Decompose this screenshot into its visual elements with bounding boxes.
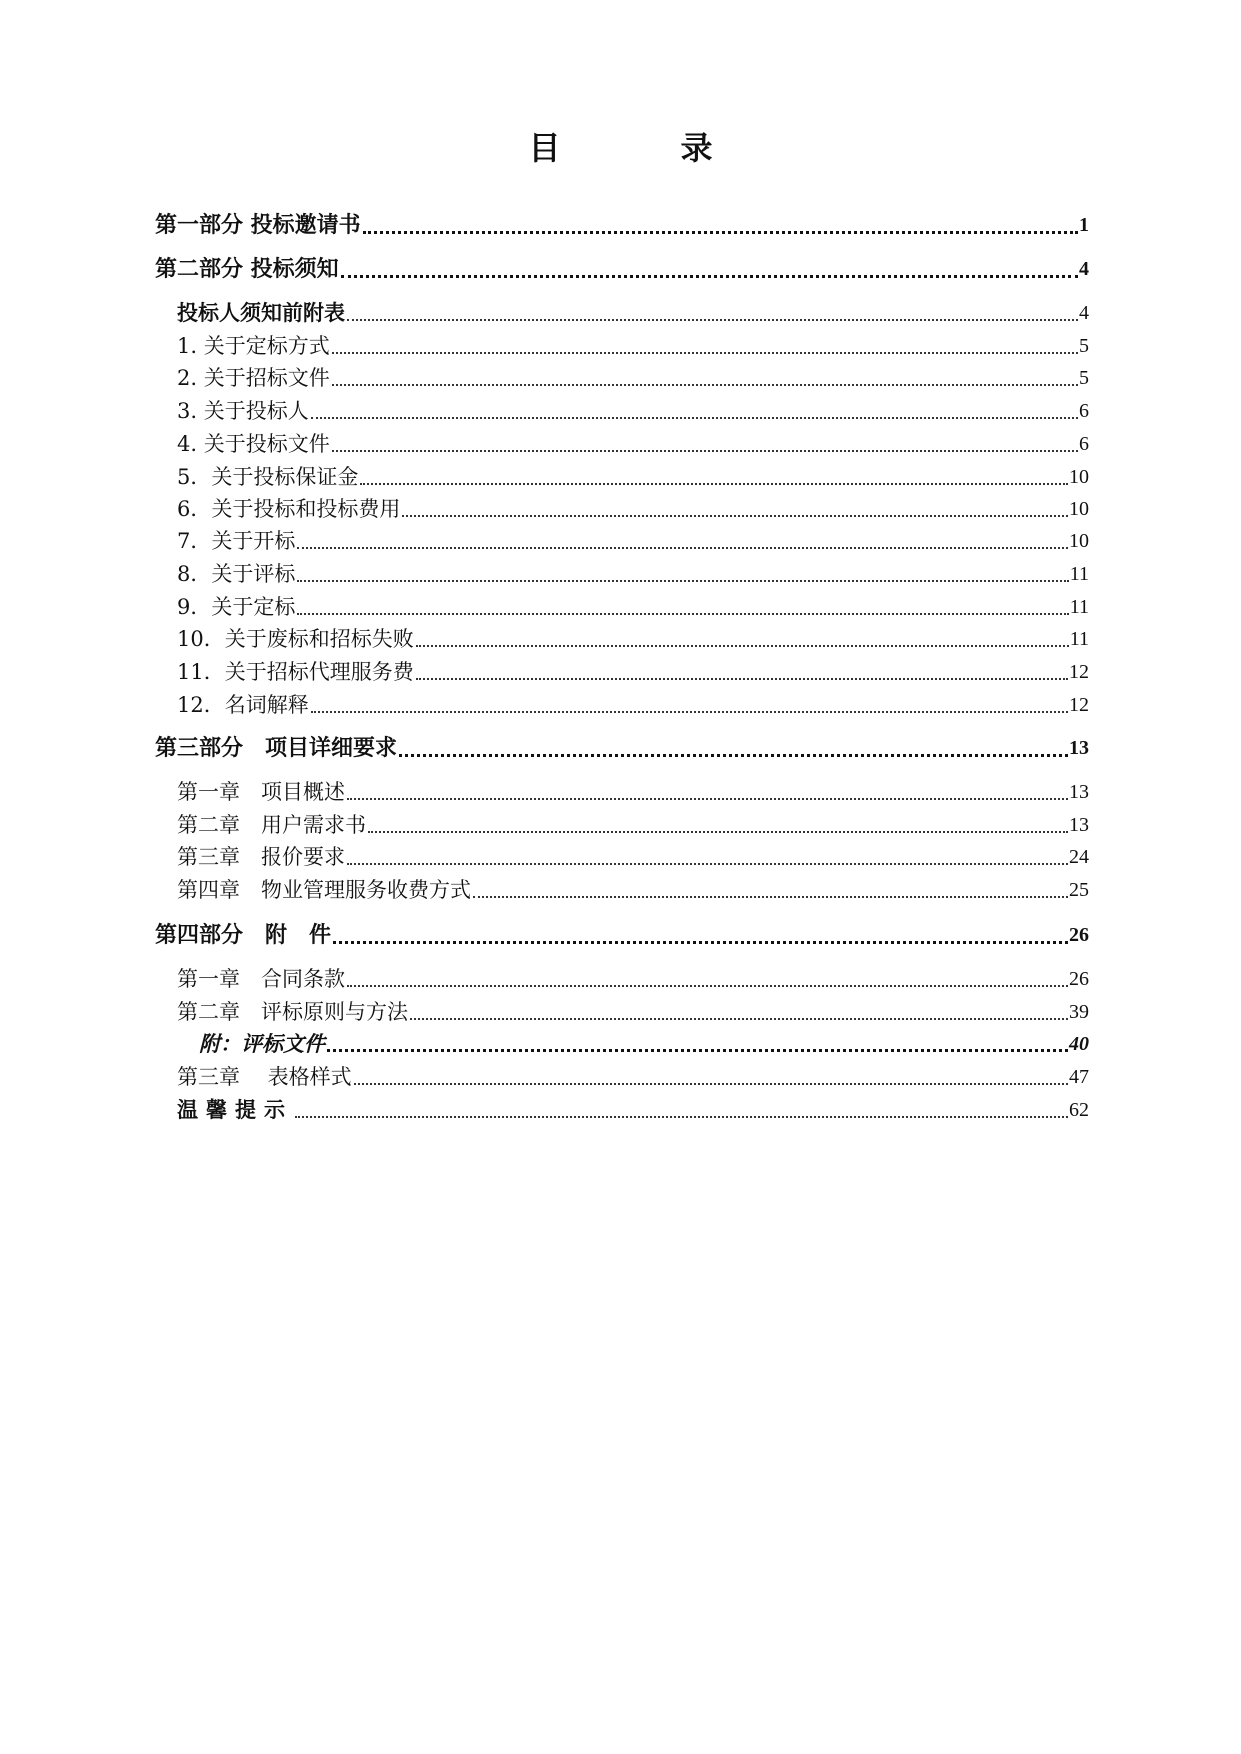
toc-entry-label: 2. 关于招标文件	[177, 366, 330, 390]
toc-entry-bidder-appendix[interactable]	[177, 298, 1089, 328]
dot-leader	[410, 1018, 1068, 1020]
toc-entry-part-1[interactable]	[155, 210, 1089, 240]
dot-leader	[416, 678, 1068, 680]
dot-leader	[311, 417, 1078, 419]
toc-entry-page: 11	[1069, 596, 1089, 618]
toc-entry-label: 3. 关于投标人	[177, 399, 309, 423]
toc-entry-page: 12	[1069, 661, 1089, 683]
toc-entry-label: 温馨提示	[177, 1097, 293, 1122]
toc-entry-label: 10．关于废标和招标失败	[177, 627, 414, 651]
toc-entry-page: 6	[1079, 433, 1089, 455]
toc-entry-label: 第四章 物业管理服务收费方式	[177, 878, 471, 902]
toc-entry-page: 25	[1069, 879, 1089, 901]
toc-entry-label: 5．关于投标保证金	[177, 465, 359, 489]
toc-entry-page: 5	[1079, 335, 1089, 357]
toc-entry-page: 40	[1069, 1033, 1089, 1055]
toc-entry-page: 5	[1079, 367, 1089, 389]
toc-entry-section-5[interactable]	[177, 462, 1089, 492]
toc-entry-page: 1	[1079, 214, 1089, 236]
toc-entry-section-1[interactable]	[177, 331, 1089, 361]
dot-leader	[363, 231, 1078, 234]
toc-entry-page: 62	[1069, 1099, 1089, 1121]
dot-leader	[327, 1049, 1068, 1052]
toc-entry-label: 第二章 用户需求书	[177, 813, 366, 837]
dot-leader	[399, 754, 1068, 757]
dot-leader	[347, 863, 1068, 865]
toc-entry-label: 12．名词解释	[177, 693, 309, 717]
toc-entry-section-12[interactable]	[177, 690, 1089, 720]
toc-entry-section-11[interactable]	[177, 657, 1089, 687]
toc-entry-label: 第三章 报价要求	[177, 845, 345, 869]
dot-leader	[332, 450, 1078, 452]
toc-entry-part-4-chapter-2[interactable]	[177, 997, 1089, 1027]
toc-entry-evaluation-document[interactable]	[199, 1029, 1089, 1059]
toc-entry-label: 9．关于定标	[177, 595, 296, 619]
toc-entry-page: 13	[1069, 781, 1089, 803]
dot-leader	[368, 831, 1068, 833]
toc-entry-part-3-chapter-3[interactable]	[177, 842, 1089, 872]
toc-entry-label: 投标人须知前附表	[177, 300, 345, 325]
dot-leader	[297, 547, 1068, 549]
toc-entry-page: 6	[1079, 400, 1089, 422]
toc-entry-section-3[interactable]	[177, 396, 1089, 426]
toc-entry-page: 11	[1069, 563, 1089, 585]
dot-leader	[347, 798, 1068, 800]
toc-entry-page: 12	[1069, 694, 1089, 716]
toc-entry-part-4-chapter-1[interactable]	[177, 964, 1089, 994]
toc-entry-part-4[interactable]	[155, 920, 1089, 950]
toc-entry-part-3-chapter-4[interactable]	[177, 875, 1089, 905]
toc-entry-page: 39	[1069, 1001, 1089, 1023]
toc-entry-section-7[interactable]	[177, 526, 1089, 556]
toc-entry-section-10[interactable]	[177, 624, 1089, 654]
toc-entry-part-2[interactable]	[155, 254, 1089, 284]
dot-leader	[402, 515, 1068, 517]
dot-leader	[347, 985, 1068, 987]
dot-leader	[473, 896, 1068, 898]
toc-entry-label: 4. 关于投标文件	[177, 432, 330, 456]
dot-leader	[360, 483, 1068, 485]
toc-entry-label: 第一部分 投标邀请书	[155, 212, 361, 238]
dot-leader	[311, 711, 1068, 713]
toc-entry-label: 8．关于评标	[177, 562, 296, 586]
toc-entry-label: 第一章 项目概述	[177, 780, 345, 804]
toc-entry-section-4[interactable]	[177, 429, 1089, 459]
toc-entry-page: 11	[1069, 628, 1089, 650]
toc-entry-part-4-chapter-3[interactable]	[177, 1062, 1089, 1092]
toc-entry-label: 第三章 表格样式	[177, 1065, 352, 1089]
toc-entry-section-9[interactable]	[177, 592, 1089, 622]
toc-entry-part-3-chapter-1[interactable]	[177, 777, 1089, 807]
toc-entry-label: 第一章 合同条款	[177, 967, 345, 991]
dot-leader	[332, 384, 1078, 386]
toc-entry-page: 26	[1069, 968, 1089, 990]
toc-entry-section-6[interactable]	[177, 494, 1089, 524]
toc-entry-page: 4	[1079, 258, 1089, 280]
toc-entry-page: 4	[1079, 302, 1089, 324]
dot-leader	[333, 941, 1068, 944]
toc-entry-page: 47	[1069, 1066, 1089, 1088]
toc-entry-page: 26	[1069, 924, 1089, 946]
toc-entry-page: 13	[1069, 814, 1089, 836]
toc-entry-section-2[interactable]	[177, 363, 1089, 393]
toc-entry-label: 第三部分 项目详细要求	[155, 735, 398, 761]
dot-leader	[416, 645, 1069, 647]
dot-leader	[341, 275, 1078, 278]
toc-entry-page: 13	[1069, 737, 1089, 759]
toc-entry-reminder[interactable]	[177, 1095, 1089, 1125]
dot-leader	[354, 1083, 1068, 1085]
toc-entry-label: 1. 关于定标方式	[177, 334, 330, 358]
toc-entry-page: 10	[1069, 466, 1089, 488]
dot-leader	[332, 352, 1078, 354]
toc-entry-label: 第二部分 投标须知	[155, 256, 339, 282]
dot-leader	[347, 319, 1078, 321]
toc-entry-page: 10	[1069, 498, 1089, 520]
toc-entry-part-3[interactable]	[155, 733, 1089, 763]
toc-entry-label: 第四部分 附 件	[155, 922, 332, 948]
toc-entry-section-8[interactable]	[177, 559, 1089, 589]
toc-entry-label: 附：评标文件	[199, 1031, 325, 1056]
dot-leader	[297, 580, 1068, 582]
toc-entry-label: 6．关于投标和投标费用	[177, 497, 401, 521]
toc-entry-label: 11．关于招标代理服务费	[177, 660, 414, 684]
toc-entry-part-3-chapter-2[interactable]	[177, 810, 1089, 840]
toc-title: 目 录	[528, 129, 757, 167]
dot-leader	[295, 1116, 1068, 1118]
toc-entry-page: 24	[1069, 846, 1089, 868]
toc-entry-label: 7．关于开标	[177, 529, 296, 553]
toc-entry-page: 10	[1069, 530, 1089, 552]
dot-leader	[297, 613, 1068, 615]
toc-entry-label: 第二章 评标原则与方法	[177, 1000, 408, 1024]
